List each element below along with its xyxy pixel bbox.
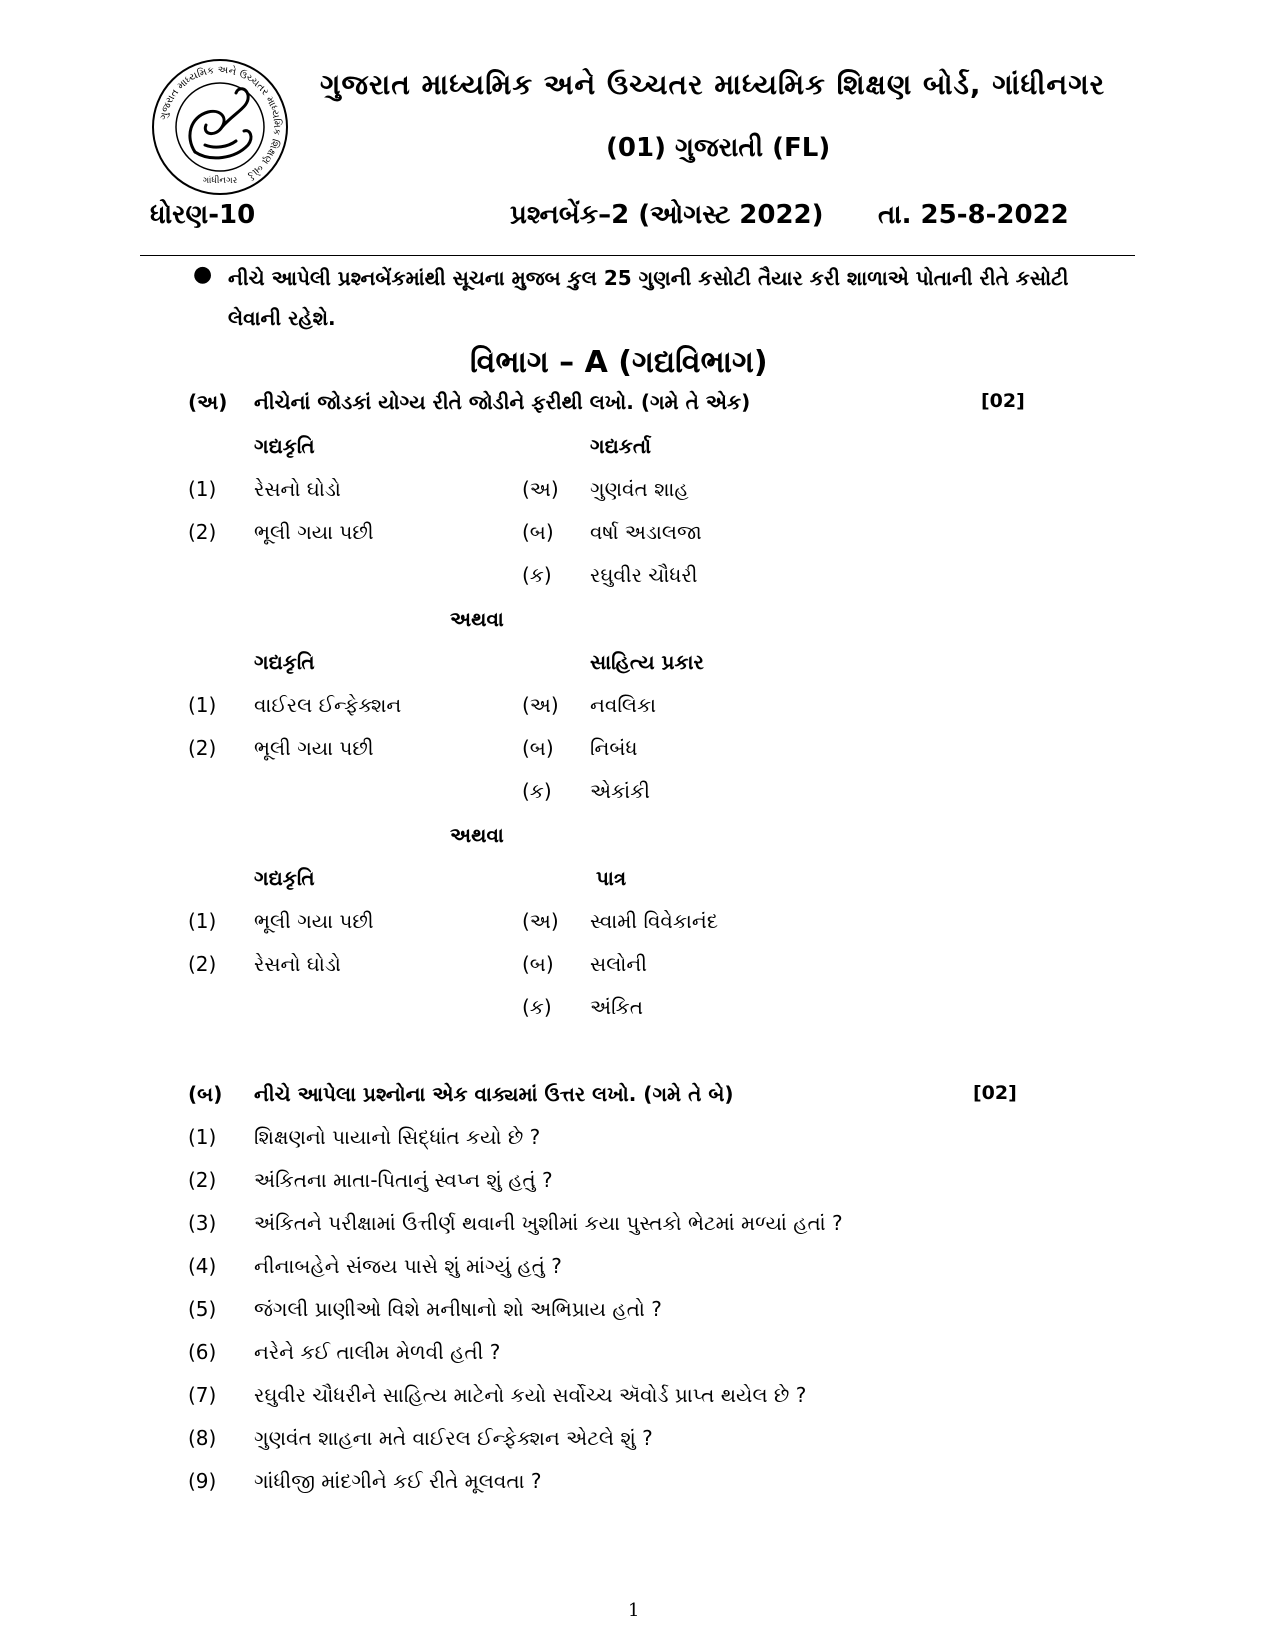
part-b-question: નીચે આપેલા પ્રશ્નોના એક વાક્યમાં ઉત્તર લખો. (ગમે તે બે) <box>254 1082 734 1106</box>
match-left-header: ગદ્યકૃતિ <box>254 434 315 458</box>
question-text: ગાંધીજી માંદગીને કઈ રીતે મૂલવતા ? <box>254 1469 542 1493</box>
page-number: 1 <box>628 1600 640 1621</box>
match-left-item: રેસનો ઘોડો <box>254 477 341 501</box>
match-left-item: રેસનો ઘોડો <box>254 952 341 976</box>
question-text: નીનાબહેને સંજય પાસે શું માંગ્યું હતું ? <box>254 1254 562 1278</box>
instruction-text: નીચે આપેલી પ્રશ્નબેંકમાંથી સૂચના મુજબ કુલ 25 ગુણની કસોટી તૈયાર કરી શાળાએ પોતાની રીતે કસોટી લેવાની રહેશે. <box>228 266 1069 330</box>
match-left-item: ભૂલી ગયા પછી <box>254 736 374 760</box>
subject-title: (01) ગુજરાતી (FL) <box>606 133 831 163</box>
question-bank-label: પ્રશ્નબેંક–2 (ઓગસ્ટ 2022) <box>510 200 824 230</box>
match-right-num: (બ) <box>522 736 554 760</box>
logo-bottom-text: ગાંધીનગર <box>202 176 238 186</box>
bullet-icon: ● <box>193 262 213 287</box>
match-right-num: (અ) <box>522 477 559 501</box>
match-right-item: સ્વામી વિવેકાનંદ <box>590 909 718 933</box>
part-a-question: નીચેનાં જોડકાં યોગ્ય રીતે જોડીને ફરીથી લખો. (ગમે તે એક) <box>254 390 751 414</box>
part-b-marks: [02] <box>973 1082 1017 1104</box>
match-left-num: (1) <box>188 693 217 717</box>
question-num: (8) <box>188 1426 217 1450</box>
match-right-item: નિબંધ <box>590 736 638 760</box>
question-num: (9) <box>188 1469 217 1493</box>
question-text: શિક્ષણનો પાયાનો સિદ્ધાંત કયો છે ? <box>254 1125 541 1149</box>
question-num: (7) <box>188 1383 217 1407</box>
board-title: ગુજરાત માધ્યમિક અને ઉચ્ચતર માધ્યમિક શિક્ષણ બોર્ડ, ગાંધીનગર <box>320 68 1106 101</box>
match-right-header: ગદ્યકર્તા <box>590 434 652 458</box>
question-text: રઘુવીર ચૌધરીને સાહિત્ય માટેનો કયો સર્વોચ્ચ ઍવોર્ડ પ્રાપ્ત થયેલ છે ? <box>254 1383 807 1407</box>
question-text: ગુણવંત શાહના મતે વાઈરલ ઈન્ફેક્શન એટલે શું ? <box>254 1426 653 1450</box>
question-num: (5) <box>188 1297 217 1321</box>
question-num: (4) <box>188 1254 217 1278</box>
part-a-label: (અ) <box>188 390 228 414</box>
match-left-item: વાઈરલ ઈન્ફેક્શન <box>254 693 402 717</box>
match-left-num: (1) <box>188 909 217 933</box>
question-num: (1) <box>188 1125 217 1149</box>
match-left-header: ગદ્યકૃતિ <box>254 866 315 890</box>
section-title: વિભાગ – A (ગદ્યવિભાગ) <box>470 345 768 380</box>
logo-ring-text: ગુજરાત માધ્યમિક અને ઉચ્ચતર માધ્યમિક શિક્ષણ બોર્ડ <box>158 64 283 181</box>
match-left-item: ભૂલી ગયા પછી <box>254 909 374 933</box>
match-right-item: નવલિકા <box>590 693 657 717</box>
match-right-item: સલોની <box>590 952 647 976</box>
question-num: (6) <box>188 1340 217 1364</box>
question-text: અંકિતને પરીક્ષામાં ઉત્તીર્ણ થવાની ખુશીમાં કયા પુસ્તકો ભેટમાં મળ્યાં હતાં ? <box>254 1211 843 1235</box>
match-right-item: રઘુવીર ચૌધરી <box>590 563 698 587</box>
question-text: જંગલી પ્રાણીઓ વિશે મનીષાનો શો અભિપ્રાય હતો ? <box>254 1297 662 1321</box>
swan-icon <box>190 89 251 158</box>
or-separator: અથવા <box>450 823 504 847</box>
or-separator: અથવા <box>450 607 504 631</box>
match-right-num: (ક) <box>522 779 552 803</box>
match-right-item: વર્ષા અડાલજા <box>590 520 702 544</box>
match-left-num: (2) <box>188 952 217 976</box>
board-logo <box>150 57 290 197</box>
match-right-item: અંકિત <box>590 995 643 1019</box>
match-right-item: એકાંકી <box>590 779 650 803</box>
standard-label: ધોરણ-10 <box>150 200 256 230</box>
match-right-num: (ક) <box>522 563 552 587</box>
date-label: તા. 25-8-2022 <box>878 200 1069 230</box>
question-text: નરેને કઈ તાલીમ મેળવી હતી ? <box>254 1340 501 1364</box>
match-right-header: સાહિત્ય પ્રકાર <box>590 650 704 674</box>
match-left-num: (2) <box>188 736 217 760</box>
match-left-num: (2) <box>188 520 217 544</box>
match-right-num: (ક) <box>522 995 552 1019</box>
part-b-label: (બ) <box>188 1082 223 1106</box>
match-right-header: પાત્ર <box>596 866 627 890</box>
question-num: (2) <box>188 1168 217 1192</box>
match-right-num: (બ) <box>522 520 554 544</box>
part-a-marks: [02] <box>981 390 1025 412</box>
match-right-num: (અ) <box>522 909 559 933</box>
match-left-item: ભૂલી ગયા પછી <box>254 520 374 544</box>
match-left-num: (1) <box>188 477 217 501</box>
header-divider <box>140 255 1135 256</box>
question-text: અંકિતના માતા-પિતાનું સ્વપ્ન શું હતું ? <box>254 1168 553 1192</box>
match-right-num: (બ) <box>522 952 554 976</box>
match-right-num: (અ) <box>522 693 559 717</box>
match-right-item: ગુણવંત શાહ <box>590 477 689 501</box>
match-left-header: ગદ્યકૃતિ <box>254 650 315 674</box>
question-num: (3) <box>188 1211 217 1235</box>
